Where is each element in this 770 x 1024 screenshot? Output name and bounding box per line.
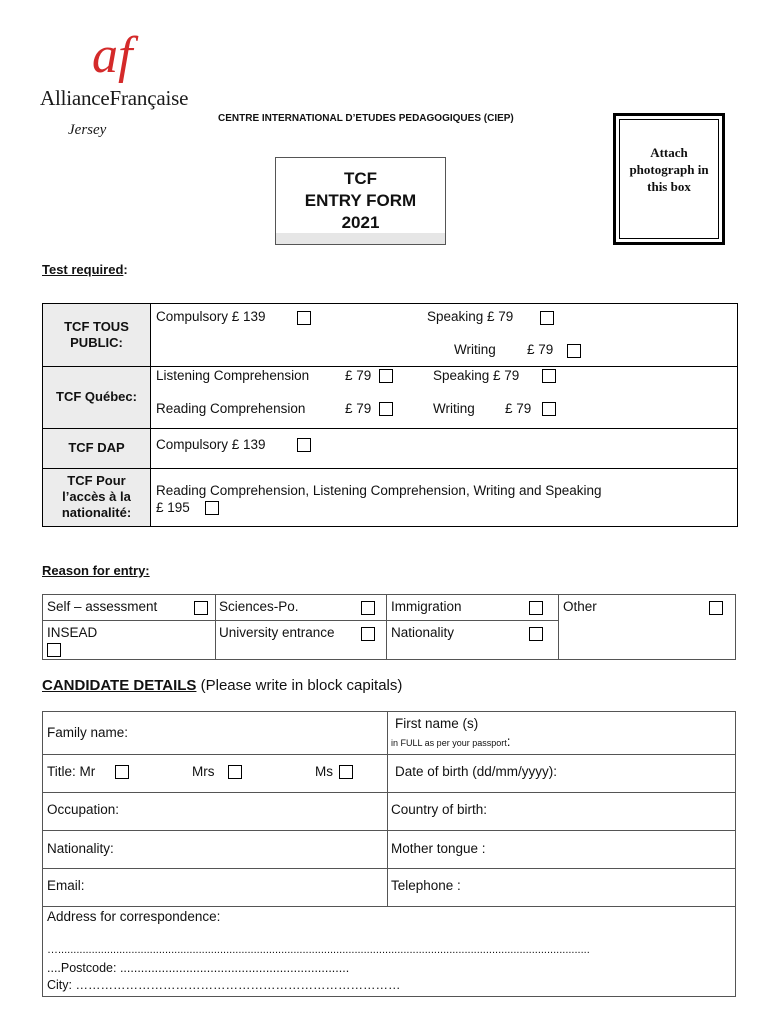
address-line[interactable]: …..............................................................................................................................................................................: [47, 944, 590, 956]
tcf-nationalite-label-1: TCF Pour: [67, 473, 126, 488]
country-of-birth-field[interactable]: Country of birth:: [391, 802, 488, 817]
quebec-writing-label: Writing: [433, 401, 475, 416]
form-title-line-3: 2021: [341, 213, 380, 232]
photo-box-line-1: Attach: [650, 145, 688, 160]
row-divider: [43, 754, 735, 755]
candidate-heading-title: CANDIDATE DETAILS: [42, 677, 197, 694]
date-of-birth-field[interactable]: Date of birth (dd/mm/yyyy):: [395, 764, 558, 779]
logo-sub-text: Jersey: [68, 122, 107, 138]
dap-compulsory-label: Compulsory £ 139: [156, 437, 266, 452]
photo-box-line-2: photograph in: [629, 162, 709, 177]
logo-brand-text: AllianceFrançaise: [40, 86, 189, 110]
reason-self-assessment-label: Self – assessment: [47, 599, 158, 614]
photo-box[interactable]: [613, 113, 725, 245]
nationalite-description: Reading Comprehension, Listening Comprehension, Writing and Speaking: [156, 483, 602, 498]
col-divider: [386, 595, 387, 659]
reason-sciences-po-label: Sciences-Po.: [219, 599, 299, 614]
form-title-line-1: TCF: [343, 169, 378, 188]
row-divider: [43, 906, 735, 907]
first-name-note-text: in FULL as per your passport: [391, 738, 507, 748]
tous-public-speaking-label: Speaking £ 79: [427, 309, 514, 324]
title-mrs-label: Mrs: [192, 764, 215, 779]
reason-table: [42, 594, 736, 660]
address-label: Address for correspondence:: [47, 909, 221, 924]
reason-university-label: University entrance: [219, 625, 335, 640]
family-name-field[interactable]: Family name:: [47, 725, 129, 740]
nationalite-price: £ 195: [156, 500, 190, 515]
tous-public-writing-checkbox[interactable]: [567, 344, 581, 358]
quebec-reading-label: Reading Comprehension: [156, 401, 306, 416]
title-ms-checkbox[interactable]: [339, 765, 353, 779]
reason-immigration-label: Immigration: [391, 599, 462, 614]
tous-public-compulsory-label: Compulsory £ 139: [156, 309, 266, 324]
candidate-heading-note: (Please write in block capitals): [196, 677, 403, 694]
tcf-dap-label: TCF DAP: [43, 428, 151, 468]
quebec-listening-label: Listening Comprehension: [156, 368, 310, 383]
candidate-details-table: [42, 711, 736, 997]
title-mr-label: Title: Mr: [47, 764, 96, 779]
mother-tongue-field[interactable]: Mother tongue :: [391, 841, 486, 856]
row-divider: [43, 830, 735, 831]
col-divider: [215, 595, 216, 659]
occupation-field[interactable]: Occupation:: [47, 802, 120, 817]
reason-nationality-label: Nationality: [391, 625, 455, 640]
tcf-nationalite-label-3: nationalité:: [61, 505, 132, 520]
quebec-listening-price: £ 79: [345, 368, 372, 383]
col-divider: [387, 712, 388, 906]
form-title-line-2: ENTRY FORM: [304, 191, 417, 210]
quebec-speaking-label: Speaking £ 79: [433, 368, 520, 383]
reason-self-assessment-checkbox[interactable]: [194, 601, 208, 615]
title-mr-checkbox[interactable]: [115, 765, 129, 779]
tous-public-speaking-checkbox[interactable]: [540, 311, 554, 325]
dap-compulsory-checkbox[interactable]: [297, 438, 311, 452]
quebec-writing-price: £ 79: [505, 401, 532, 416]
quebec-reading-checkbox[interactable]: [379, 402, 393, 416]
telephone-field[interactable]: Telephone :: [391, 878, 461, 893]
form-title-box: [275, 157, 446, 245]
reason-nationality-checkbox[interactable]: [529, 627, 543, 641]
reason-other-checkbox[interactable]: [709, 601, 723, 615]
reason-heading: Reason for entry:: [42, 563, 150, 578]
quebec-reading-price: £ 79: [345, 401, 372, 416]
tcf-options-table: [42, 303, 738, 527]
title-ms-label: Ms: [315, 764, 333, 779]
tcf-nationalite-label: [43, 468, 151, 526]
reason-university-checkbox[interactable]: [361, 627, 375, 641]
tcf-quebec-label: TCF Québec:: [43, 366, 151, 428]
postcode-field[interactable]: ....Postcode: ..................................................................: [47, 961, 350, 975]
nationality-field[interactable]: Nationality:: [47, 841, 114, 856]
candidate-heading: [42, 677, 402, 694]
first-name-note-colon: :: [506, 734, 511, 749]
first-name-note: [391, 734, 511, 749]
first-name-field[interactable]: First name (s): [395, 716, 479, 731]
reason-insead-checkbox[interactable]: [47, 643, 61, 657]
quebec-speaking-checkbox[interactable]: [542, 369, 556, 383]
row-divider: [43, 468, 737, 469]
row-divider: [43, 868, 735, 869]
test-required-label: Test required: [42, 262, 124, 277]
reason-immigration-checkbox[interactable]: [529, 601, 543, 615]
row-divider: [43, 792, 735, 793]
tcf-tous-public-label: TCF TOUS PUBLIC:: [43, 304, 151, 366]
title-mrs-checkbox[interactable]: [228, 765, 242, 779]
tous-public-compulsory-checkbox[interactable]: [297, 311, 311, 325]
email-field[interactable]: Email:: [47, 878, 85, 893]
nationalite-checkbox[interactable]: [205, 501, 219, 515]
test-required-heading: [42, 262, 128, 277]
city-field[interactable]: City: ……………………………………………………………………: [47, 978, 401, 992]
quebec-listening-checkbox[interactable]: [379, 369, 393, 383]
col-divider: [558, 595, 559, 659]
reason-sciences-po-checkbox[interactable]: [361, 601, 375, 615]
alliance-francaise-logo-icon: [88, 22, 158, 84]
tous-public-writing-label: Writing: [454, 342, 496, 357]
reason-other-label: Other: [563, 599, 597, 614]
photo-box-inner: [619, 119, 719, 239]
test-required-colon: :: [123, 262, 128, 277]
quebec-writing-checkbox[interactable]: [542, 402, 556, 416]
svg-text:af: af: [92, 27, 133, 84]
photo-box-line-3: this box: [647, 179, 691, 194]
reason-insead-label: INSEAD: [47, 625, 98, 640]
tous-public-writing-price: £ 79: [527, 342, 554, 357]
centre-title: CENTRE INTERNATIONAL D’ETUDES PEDAGOGIQUES (CIEP): [218, 113, 514, 124]
row-divider: [43, 428, 737, 429]
row-divider: [43, 620, 558, 621]
row-divider: [43, 366, 737, 367]
tcf-nationalite-label-2: l’accès à la: [62, 489, 131, 504]
